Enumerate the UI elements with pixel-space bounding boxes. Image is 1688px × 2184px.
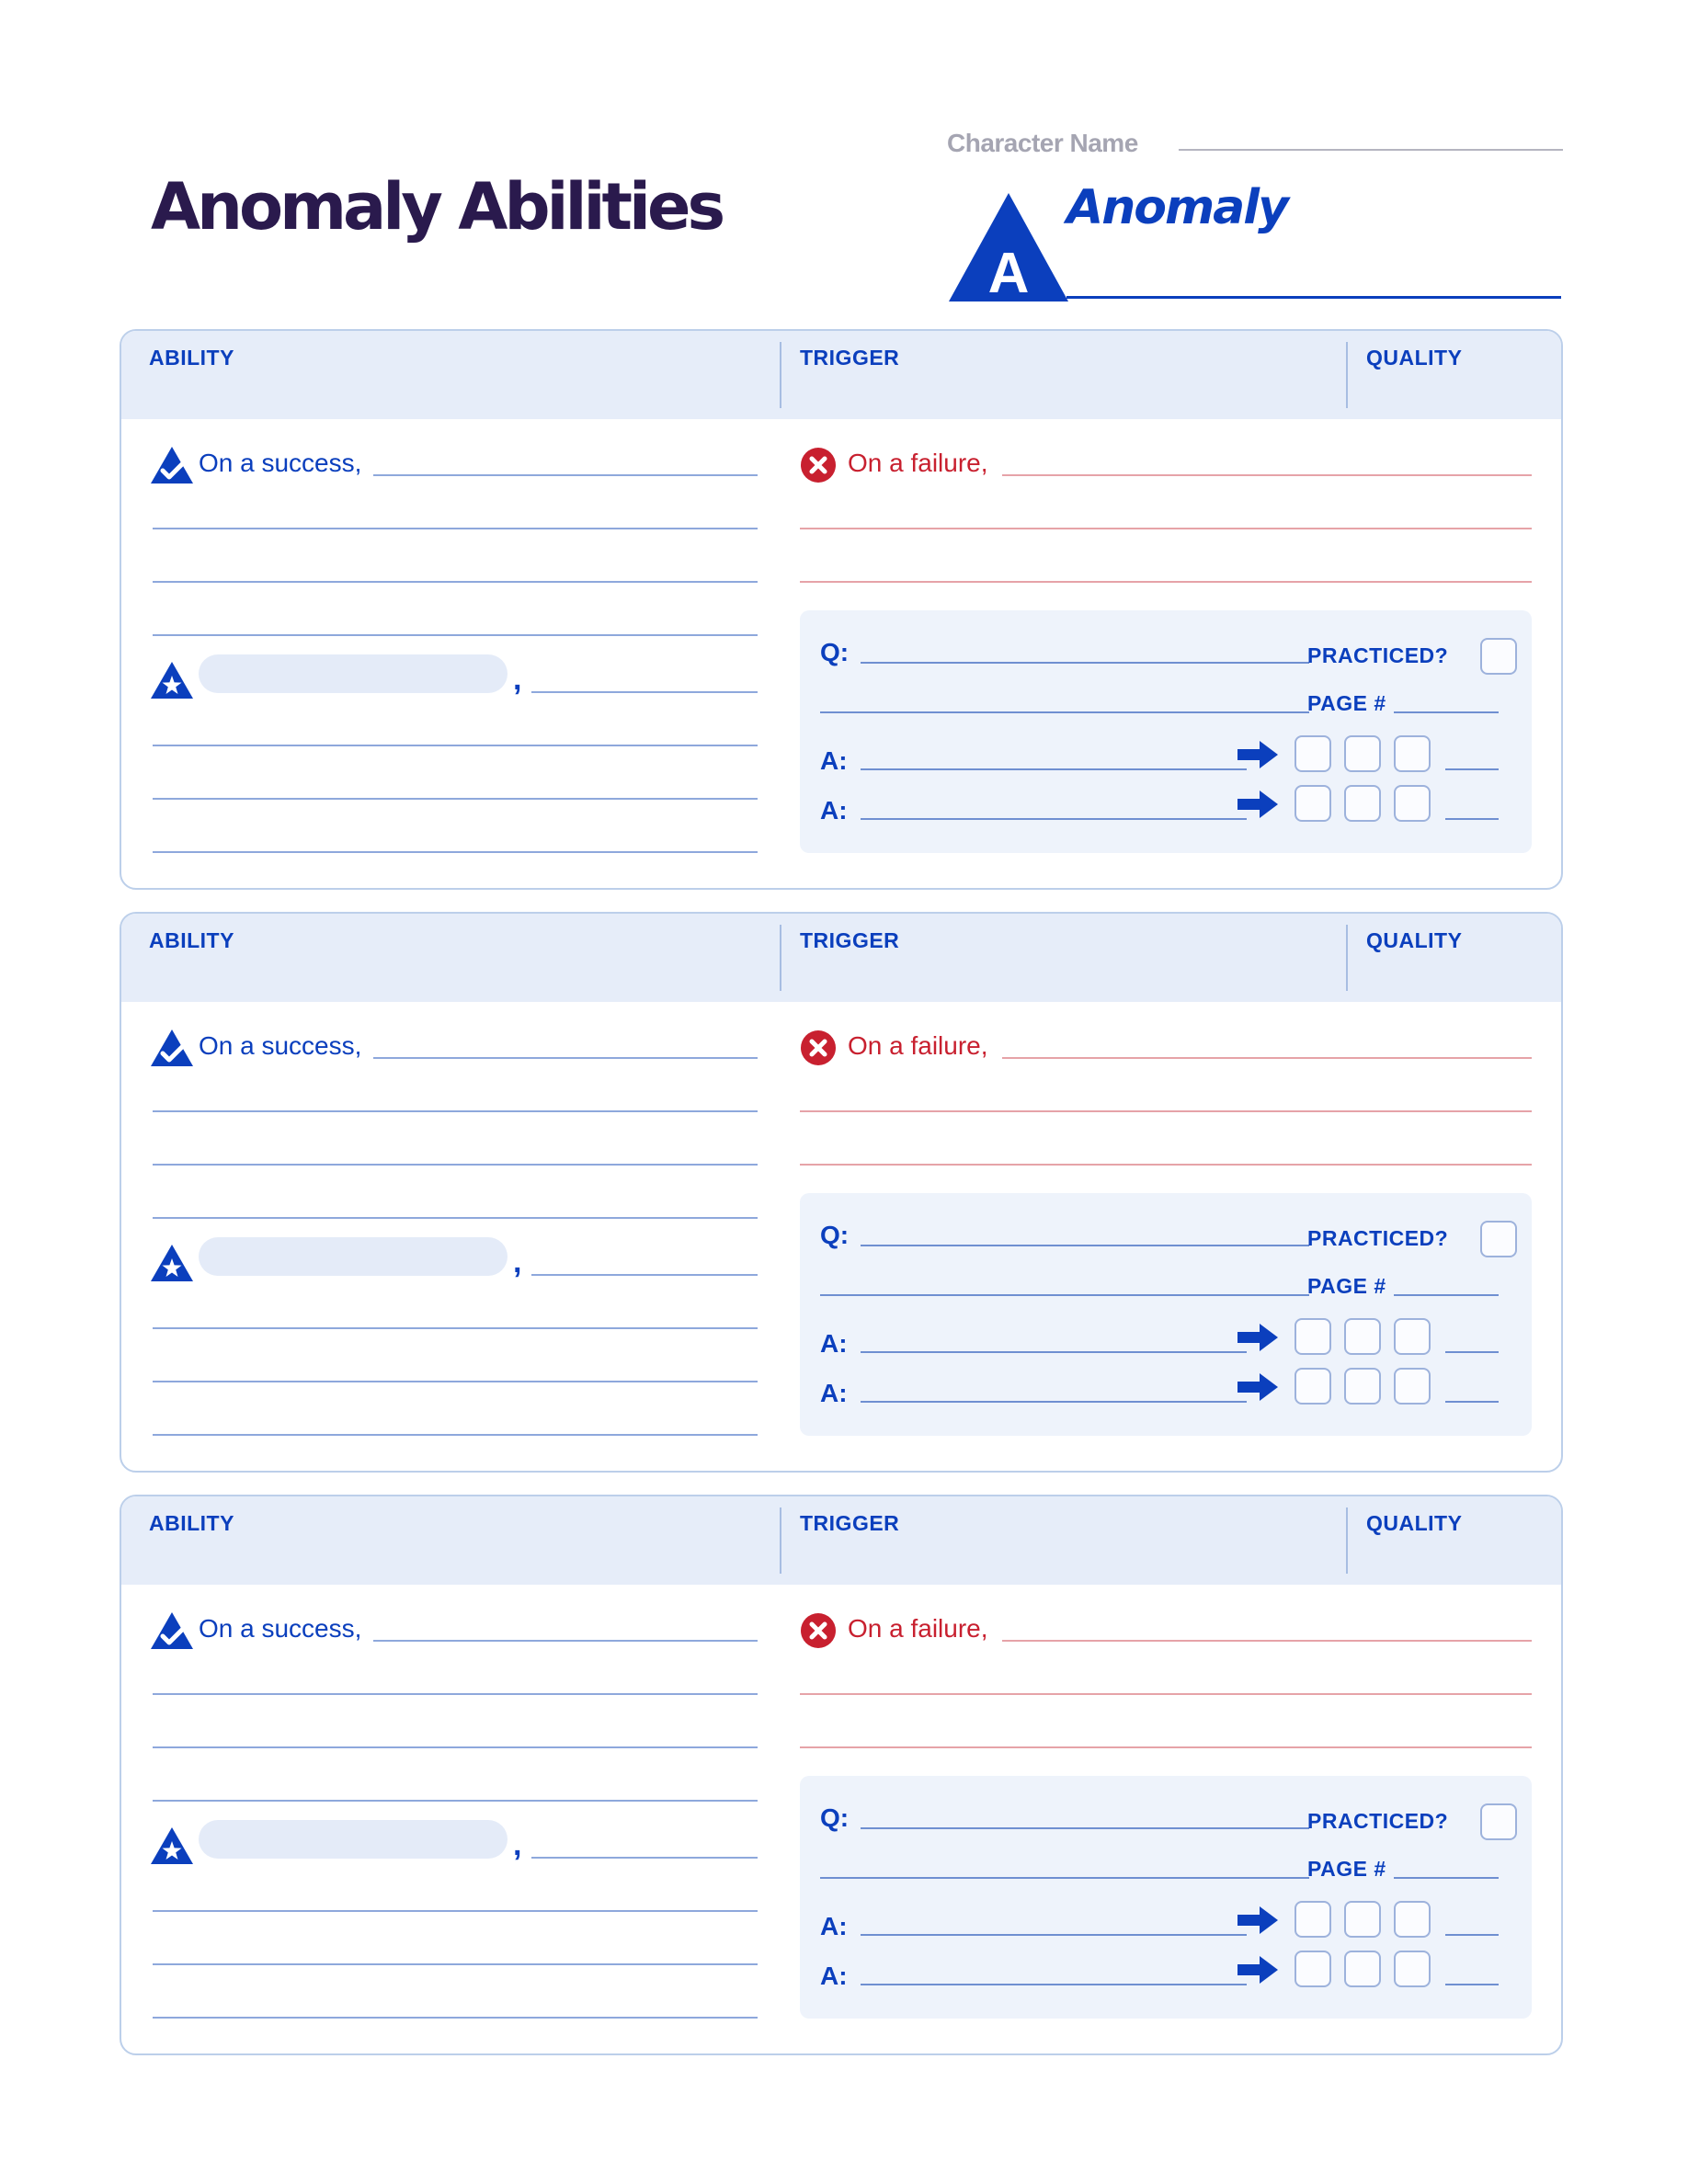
critical-line[interactable] [153,1963,758,1965]
logo-underline [1066,296,1561,299]
answer-checkbox[interactable] [1295,1318,1331,1355]
arrow-right-icon [1237,741,1278,768]
answer-checkbox[interactable] [1295,1368,1331,1405]
failure-line[interactable] [800,1110,1532,1112]
answer-line[interactable] [861,768,1247,770]
failure-line[interactable] [1002,1640,1532,1642]
page-number-label: PAGE # [1307,1274,1386,1298]
question-line[interactable] [820,1294,1309,1296]
practiced-label: PRACTICED? [1307,1809,1449,1833]
ability-header-label: ABILITY [149,928,234,952]
question-line[interactable] [861,1245,1309,1246]
success-line[interactable] [153,581,758,583]
critical-line[interactable] [531,1857,758,1859]
success-label: On a success, [199,1031,362,1060]
practiced-checkbox[interactable] [1480,1221,1517,1257]
answer-label: A: [820,1379,848,1407]
success-line[interactable] [373,1057,758,1059]
failure-label: On a failure, [848,1031,988,1060]
success-line[interactable] [153,1164,758,1166]
x-circle-icon [800,1029,837,1066]
page-number-field[interactable] [1394,1877,1499,1879]
question-label: Q: [820,638,850,666]
critical-success-field[interactable] [199,1820,508,1859]
answer-score-field[interactable] [1445,1934,1499,1936]
header-divider [1346,925,1348,991]
answer-label: A: [820,746,848,775]
success-line[interactable] [373,1640,758,1642]
answer-score-field[interactable] [1445,768,1499,770]
answer-line[interactable] [861,1984,1247,1985]
x-circle-icon [800,447,837,483]
arrow-right-icon [1237,1906,1278,1934]
success-label: On a success, [199,1614,362,1643]
qa-panel [800,1776,1532,2019]
answer-checkbox[interactable] [1295,735,1331,772]
character-name-label: Character Name [947,129,1138,157]
answer-line[interactable] [861,1401,1247,1403]
failure-line[interactable] [800,581,1532,583]
question-label: Q: [820,1803,850,1832]
practiced-label: PRACTICED? [1307,1226,1449,1250]
page-number-field[interactable] [1394,711,1499,713]
critical-line[interactable] [153,1910,758,1912]
critical-success-field[interactable] [199,1237,508,1276]
arrow-right-icon [1237,1956,1278,1984]
question-line[interactable] [820,711,1309,713]
question-label: Q: [820,1221,850,1249]
practiced-checkbox[interactable] [1480,638,1517,675]
quality-header-label: QUALITY [1366,1511,1463,1535]
page-number-label: PAGE # [1307,1857,1386,1881]
trigger-header-label: TRIGGER [800,928,900,952]
star-triangle-icon [151,1245,193,1281]
arrow-right-icon [1237,791,1278,818]
card-header [121,1496,1561,1585]
critical-comma: , [513,1245,522,1280]
critical-line[interactable] [531,1274,758,1276]
answer-line[interactable] [861,1351,1247,1353]
page-number-label: PAGE # [1307,691,1386,715]
check-triangle-icon [151,1029,193,1066]
check-triangle-icon [151,1612,193,1649]
failure-line[interactable] [800,528,1532,529]
critical-comma: , [513,662,522,697]
answer-label: A: [820,1962,848,1990]
critical-comma: , [513,1827,522,1862]
trigger-header-label: TRIGGER [800,1511,900,1535]
answer-line[interactable] [861,818,1247,820]
success-line[interactable] [153,1217,758,1219]
success-line[interactable] [153,1110,758,1112]
critical-success-field[interactable] [199,654,508,693]
question-line[interactable] [861,1827,1309,1829]
header-divider [780,342,781,408]
header-divider [780,1507,781,1574]
answer-score-field[interactable] [1445,1401,1499,1403]
quality-header-label: QUALITY [1366,928,1463,952]
failure-label: On a failure, [848,449,988,477]
quality-header-label: QUALITY [1366,346,1463,370]
failure-line[interactable] [800,1693,1532,1695]
answer-checkbox[interactable] [1295,1951,1331,1987]
answer-score-field[interactable] [1445,818,1499,820]
qa-panel [800,610,1532,853]
failure-line[interactable] [1002,1057,1532,1059]
x-circle-icon [800,1612,837,1649]
arrow-right-icon [1237,1324,1278,1351]
star-triangle-icon [151,1827,193,1864]
answer-checkbox[interactable] [1394,1901,1431,1938]
anomaly-logo-icon [949,193,1068,301]
check-triangle-icon [151,447,193,483]
qa-panel [800,1193,1532,1436]
answer-checkbox[interactable] [1344,1318,1381,1355]
success-line[interactable] [153,1746,758,1748]
answer-checkbox[interactable] [1295,785,1331,822]
answer-checkbox[interactable] [1394,1368,1431,1405]
answer-checkbox[interactable] [1344,785,1381,822]
success-line[interactable] [153,1693,758,1695]
header-divider [780,925,781,991]
answer-label: A: [820,796,848,825]
ability-header-label: ABILITY [149,346,234,370]
answer-label: A: [820,1912,848,1940]
question-line[interactable] [861,662,1309,664]
answer-score-field[interactable] [1445,1984,1499,1985]
ability-card-3 [120,1495,1563,2055]
failure-label: On a failure, [848,1614,988,1643]
answer-line[interactable] [861,1934,1247,1936]
answer-checkbox[interactable] [1394,1318,1431,1355]
ability-header-label: ABILITY [149,1511,234,1535]
answer-checkbox[interactable] [1344,1368,1381,1405]
critical-line[interactable] [153,1381,758,1382]
critical-line[interactable] [153,1327,758,1329]
card-header [121,331,1561,419]
header-divider [1346,1507,1348,1574]
failure-line[interactable] [1002,474,1532,476]
anomaly-logo-word: Anomaly [1066,180,1287,235]
ability-card-1 [120,329,1563,890]
critical-line[interactable] [153,798,758,800]
arrow-right-icon [1237,1373,1278,1401]
success-line[interactable] [153,634,758,636]
character-name-field[interactable] [1179,149,1563,151]
question-line[interactable] [820,1877,1309,1879]
success-line[interactable] [373,474,758,476]
answer-label: A: [820,1329,848,1358]
ability-card-2 [120,912,1563,1473]
answer-checkbox[interactable] [1344,1951,1381,1987]
success-line[interactable] [153,528,758,529]
trigger-header-label: TRIGGER [800,346,900,370]
success-label: On a success, [199,449,362,477]
answer-score-field[interactable] [1445,1351,1499,1353]
failure-line[interactable] [800,1164,1532,1166]
answer-checkbox[interactable] [1344,1901,1381,1938]
critical-line[interactable] [531,691,758,693]
answer-checkbox[interactable] [1394,1951,1431,1987]
answer-checkbox[interactable] [1295,1901,1331,1938]
header-divider [1346,342,1348,408]
failure-line[interactable] [800,1746,1532,1748]
critical-line[interactable] [153,1434,758,1436]
critical-line[interactable] [153,851,758,853]
answer-checkbox[interactable] [1394,735,1431,772]
answer-checkbox[interactable] [1344,735,1381,772]
card-header [121,914,1561,1002]
practiced-checkbox[interactable] [1480,1803,1517,1840]
success-line[interactable] [153,1800,758,1802]
logo-letter: A [987,242,1030,301]
practiced-label: PRACTICED? [1307,643,1449,667]
answer-checkbox[interactable] [1394,785,1431,822]
page-title: Anomaly Abilities [151,169,723,245]
critical-line[interactable] [153,2017,758,2019]
page-number-field[interactable] [1394,1294,1499,1296]
critical-line[interactable] [153,745,758,746]
star-triangle-icon [151,662,193,699]
